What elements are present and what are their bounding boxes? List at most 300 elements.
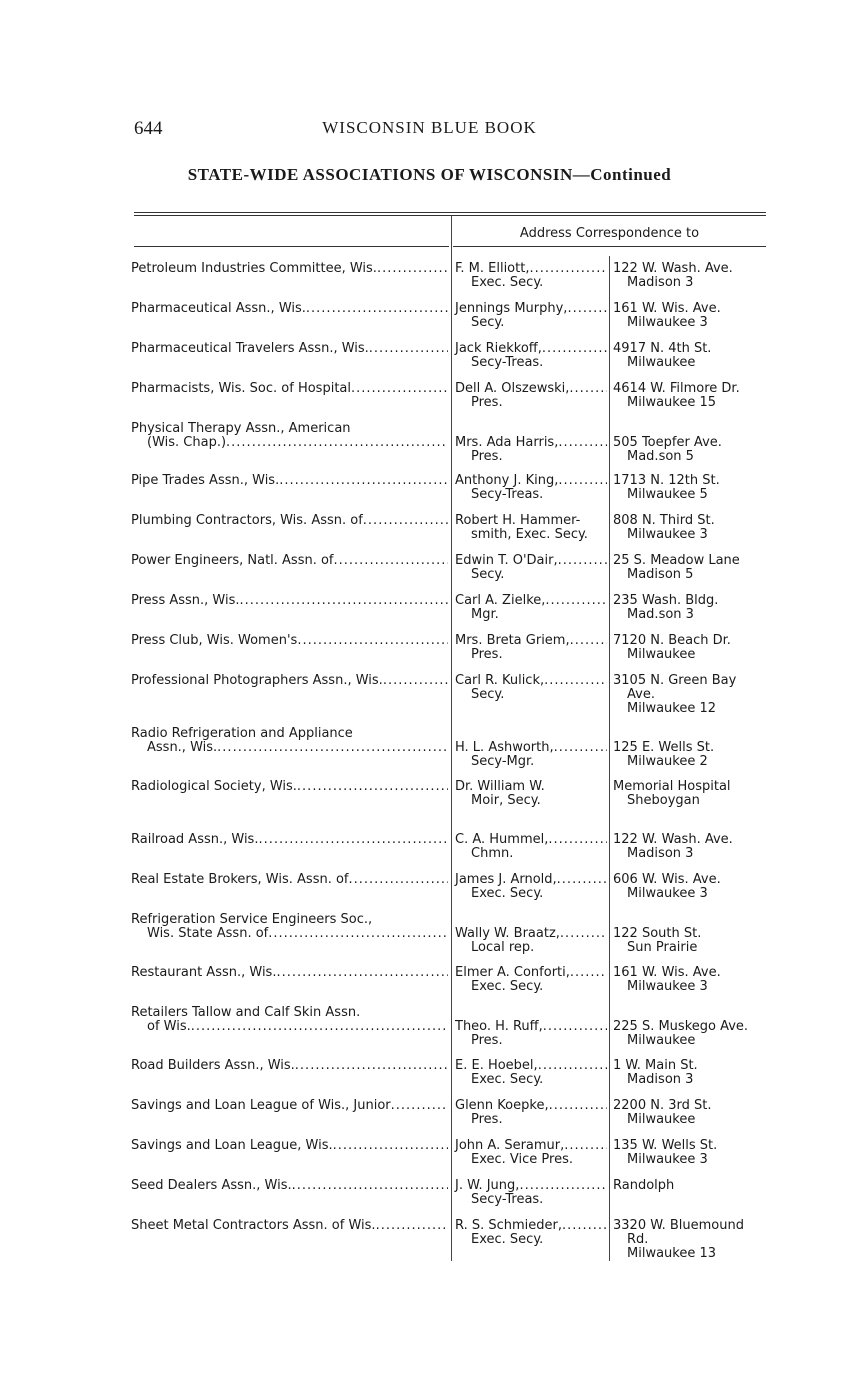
contact-person-text: Glenn Koepke, (455, 1098, 549, 1113)
contact-person-text: Wally W. Braatz, (455, 926, 560, 941)
contact-person-line (455, 436, 607, 450)
org-name (131, 342, 448, 356)
contact-person (455, 1020, 607, 1048)
mailing-address (613, 674, 773, 716)
mailing-address-line: Madison 5 (627, 567, 694, 582)
contact-person-text: Secy-Treas. (471, 355, 544, 370)
contact-person (455, 436, 607, 464)
contact-person-line (455, 276, 607, 290)
dot-leader (363, 514, 448, 528)
mailing-address-line: Milwaukee 3 (627, 527, 708, 542)
contact-person (455, 833, 607, 861)
contact-person-line (455, 927, 607, 941)
dot-leader (349, 873, 448, 887)
mailing-address-line: 161 W. Wis. Ave. (613, 301, 721, 316)
org-name-line (131, 913, 448, 927)
mailing-address-line: Milwaukee 2 (627, 754, 708, 769)
org-name-line (131, 674, 448, 688)
org-name-line (131, 1219, 448, 1233)
contact-person-text: Secy. (471, 687, 505, 702)
dot-leader (376, 1219, 448, 1233)
mailing-address-line: 235 Wash. Bldg. (613, 593, 719, 608)
mailing-address (613, 873, 773, 901)
org-name-text: Wis. State Assn. of (147, 926, 269, 941)
mailing-address-line: Mad.son 5 (627, 449, 694, 464)
org-name-text: Pipe Trades Assn., Wis. (131, 473, 280, 488)
dot-leader (570, 966, 607, 980)
org-name-text: Pharmaceutical Assn., Wis. (131, 301, 306, 316)
dot-leader (557, 873, 607, 887)
mailing-address (613, 436, 773, 464)
mailing-address-line: Milwaukee 13 (627, 1246, 717, 1261)
contact-person-text: Exec. Secy. (471, 886, 544, 901)
mailing-address (613, 302, 773, 330)
contact-person (455, 634, 607, 662)
mailing-address-line: 505 Toepfer Ave. (613, 435, 722, 450)
contact-person-line (455, 302, 607, 316)
contact-person-line (455, 980, 607, 994)
mailing-address (613, 262, 773, 290)
table-top-rule-double (134, 215, 766, 216)
dot-leader (558, 474, 607, 488)
contact-person-line (455, 1153, 607, 1167)
contact-person-line (455, 1034, 607, 1048)
contact-person-text: Pres. (471, 1112, 503, 1127)
contact-person (455, 780, 607, 808)
org-name (131, 727, 448, 755)
contact-person-line (455, 755, 607, 769)
contact-person-text: John A. Seramur, (455, 1138, 565, 1153)
contact-person-text: Edwin T. O'Dair, (455, 553, 558, 568)
dot-leader (562, 1219, 607, 1233)
contact-person (455, 966, 607, 994)
contact-person-line (455, 450, 607, 464)
contact-person-line (455, 1193, 607, 1207)
mailing-address-line: 808 N. Third St. (613, 513, 715, 528)
dot-leader (217, 741, 448, 755)
contact-person-line (455, 594, 607, 608)
contact-person-line (455, 528, 607, 542)
contact-person-text: F. M. Elliott, (455, 261, 530, 276)
org-name-line (131, 262, 448, 276)
org-name-text: Press Club, Wis. Women's (131, 633, 298, 648)
column-divider-left (451, 216, 452, 1261)
contact-person-line (455, 873, 607, 887)
org-name-text: Road Builders Assn., Wis. (131, 1058, 295, 1073)
org-name (131, 966, 448, 980)
contact-person-text: smith, Exec. Secy. (471, 527, 588, 542)
mailing-address-line: 25 S. Meadow Lane (613, 553, 740, 568)
contact-person-text: Mrs. Ada Harris, (455, 435, 559, 450)
org-name-line (131, 436, 448, 450)
org-name-text: Sheet Metal Contractors Assn. of Wis. (131, 1218, 376, 1233)
mailing-address-line: 4614 W. Filmore Dr. (613, 381, 740, 396)
mailing-address-line: Milwaukee 12 (627, 701, 717, 716)
mailing-address-line: Madison 3 (627, 846, 694, 861)
contact-person-text: Moir, Secy. (471, 793, 541, 808)
contact-person-text: Pres. (471, 1033, 503, 1048)
org-name-line (131, 474, 448, 488)
contact-person-line (455, 1139, 607, 1153)
org-name-line (131, 780, 448, 794)
org-name (131, 674, 448, 688)
org-name-line (131, 1099, 448, 1113)
org-name-line (131, 1139, 448, 1153)
mailing-address-line: 7120 N. Beach Dr. (613, 633, 731, 648)
mailing-address (613, 554, 773, 582)
org-name-line (131, 514, 448, 528)
org-name-text: Retailers Tallow and Calf Skin Assn. (131, 1005, 361, 1020)
contact-person (455, 1179, 607, 1207)
contact-person-text: Chmn. (471, 846, 514, 861)
dot-leader (545, 594, 607, 608)
dot-leader (558, 554, 607, 568)
contact-person (455, 873, 607, 901)
contact-person-text: J. W. Jung, (455, 1178, 520, 1193)
org-name (131, 422, 448, 450)
mailing-address-line: Milwaukee 3 (627, 315, 708, 330)
contact-person-text: Dell A. Olszewski, (455, 381, 570, 396)
org-name (131, 1219, 448, 1233)
contact-person-text: C. A. Hummel, (455, 832, 549, 847)
contact-person-text: Local rep. (471, 940, 535, 955)
mailing-address (613, 927, 773, 955)
mailing-address (613, 780, 773, 808)
contact-person-line (455, 847, 607, 861)
dot-leader (391, 1099, 448, 1113)
contact-person-text: Anthony J. King, (455, 473, 559, 488)
dot-leader (351, 382, 448, 396)
table-top-rule (134, 212, 766, 213)
contact-person-text: Exec. Secy. (471, 1072, 544, 1087)
mailing-address (613, 1139, 773, 1167)
org-name (131, 913, 448, 941)
contact-person-text: Elmer A. Conforti, (455, 965, 570, 980)
dot-leader (297, 780, 448, 794)
contact-person-text: Secy-Treas. (471, 1192, 544, 1207)
contact-person-text: Pres. (471, 449, 503, 464)
dot-leader (191, 1020, 448, 1034)
contact-person-text: Exec. Secy. (471, 1232, 544, 1247)
org-name-line (131, 1179, 448, 1193)
contact-person-text: Exec. Secy. (471, 275, 544, 290)
org-name-line (131, 873, 448, 887)
org-name (131, 1179, 448, 1193)
mailing-address (613, 1099, 773, 1127)
org-name (131, 262, 448, 276)
mailing-address-line: Milwaukee 5 (627, 487, 708, 502)
contact-person-text: Secy. (471, 567, 505, 582)
contact-person-text: Robert H. Hammer- (455, 513, 581, 528)
mailing-address-line: Sun Prairie (627, 940, 698, 955)
mailing-address (613, 474, 773, 502)
dot-leader (258, 833, 448, 847)
contact-person-text: Exec. Vice Pres. (471, 1152, 573, 1167)
contact-person-line (455, 1113, 607, 1127)
contact-person-text: Jack Riekkoff, (455, 341, 542, 356)
mailing-address-line: Sheboygan (627, 793, 700, 808)
org-name (131, 780, 448, 794)
contact-person-text: Pres. (471, 395, 503, 410)
mailing-address-line: 225 S. Muskego Ave. (613, 1019, 749, 1034)
contact-person-text: Secy-Mgr. (471, 754, 535, 769)
org-name-line (131, 302, 448, 316)
org-name (131, 594, 448, 608)
contact-person (455, 1219, 607, 1247)
dot-leader (226, 436, 448, 450)
org-name-text: Savings and Loan League, Wis. (131, 1138, 333, 1153)
dot-leader (377, 262, 448, 276)
mailing-address-line: Madison 3 (627, 1072, 694, 1087)
dot-leader (334, 554, 448, 568)
contact-person-line (455, 674, 607, 688)
contact-person (455, 342, 607, 370)
mailing-address-line: Milwaukee (627, 647, 696, 662)
mailing-address-line: Milwaukee 3 (627, 1152, 708, 1167)
mailing-address-line: 4917 N. 4th St. (613, 341, 712, 356)
dot-leader (544, 674, 607, 688)
org-name-line (131, 382, 448, 396)
mailing-address-line: Rd. (627, 1232, 649, 1247)
org-name (131, 514, 448, 528)
mailing-address-line: 122 W. Wash. Ave. (613, 261, 733, 276)
org-name-text: Power Engineers, Natl. Assn. of (131, 553, 334, 568)
running-head: WISCONSIN BLUE BOOK (322, 118, 537, 137)
dot-leader (306, 302, 448, 316)
contact-person-line (455, 741, 607, 755)
org-name-line (131, 1059, 448, 1073)
contact-person-text: R. S. Schmieder, (455, 1218, 562, 1233)
dot-leader (558, 436, 607, 450)
org-name-text: of Wis. (147, 1019, 191, 1034)
org-name-text: Plumbing Contractors, Wis. Assn. of (131, 513, 363, 528)
contact-person-line (455, 568, 607, 582)
contact-person (455, 594, 607, 622)
dot-leader (554, 741, 607, 755)
org-name (131, 302, 448, 316)
contact-person-text: H. L. Ashworth, (455, 740, 554, 755)
mailing-address-line: 122 W. Wash. Ave. (613, 832, 733, 847)
dot-leader (564, 1139, 607, 1153)
mailing-address-line: 1 W. Main St. (613, 1058, 698, 1073)
contact-person-line (455, 1059, 607, 1073)
mailing-address-line: Milwaukee (627, 1112, 696, 1127)
mailing-address-line: 161 W. Wis. Ave. (613, 965, 721, 980)
contact-person-line (455, 316, 607, 330)
org-name-text: Assn., Wis. (147, 740, 218, 755)
mailing-address (613, 741, 773, 769)
contact-person-line (455, 634, 607, 648)
org-name-text: Press Assn., Wis. (131, 593, 240, 608)
contact-person-text: Carl A. Zielke, (455, 593, 546, 608)
page-title: STATE-WIDE ASSOCIATIONS OF WISCONSIN—Continued (187, 165, 672, 184)
contact-person-line (455, 833, 607, 847)
mailing-address-line: Milwaukee (627, 355, 696, 370)
dot-leader (383, 674, 448, 688)
mailing-address (613, 966, 773, 994)
mailing-address-line: Milwaukee 3 (627, 979, 708, 994)
page-number: 644 (134, 118, 163, 139)
contact-person-text: Mrs. Breta Griem, (455, 633, 570, 648)
contact-person (455, 514, 607, 542)
org-name-text: Petroleum Industries Committee, Wis. (131, 261, 377, 276)
column-header: Address Correspondence to (519, 226, 700, 241)
org-name-line (131, 833, 448, 847)
contact-person (455, 741, 607, 769)
dot-leader (268, 927, 448, 941)
mailing-address-line: 135 W. Wells St. (613, 1138, 718, 1153)
contact-person-line (455, 382, 607, 396)
mailing-address (613, 634, 773, 662)
contact-person-line (455, 1219, 607, 1233)
dot-leader (548, 833, 607, 847)
org-name-text: Physical Therapy Assn., American (131, 421, 351, 436)
dot-leader (279, 474, 448, 488)
contact-person-text: E. E. Hoebel, (455, 1058, 538, 1073)
org-name-text: Savings and Loan League of Wis., Junior (131, 1098, 391, 1113)
org-name-text: (Wis. Chap.) (147, 435, 227, 450)
mailing-address (613, 594, 773, 622)
mailing-address-line: 1713 N. 12th St. (613, 473, 720, 488)
column-divider-right (609, 256, 610, 1261)
org-name (131, 474, 448, 488)
contact-person-text: Theo. H. Ruff, (455, 1019, 543, 1034)
dot-leader (569, 382, 607, 396)
mailing-address-line: Madison 3 (627, 275, 694, 290)
contact-person (455, 927, 607, 955)
dot-leader (543, 1020, 607, 1034)
contact-person-text: James J. Arnold, (455, 872, 557, 887)
contact-person (455, 1099, 607, 1127)
contact-person-text: Dr. William W. (455, 779, 545, 794)
org-name (131, 873, 448, 887)
contact-person-line (455, 941, 607, 955)
org-name (131, 634, 448, 648)
dot-leader (570, 634, 607, 648)
contact-person (455, 474, 607, 502)
contact-person-line (455, 1233, 607, 1247)
org-name-text: Radio Refrigeration and Appliance (131, 726, 353, 741)
contact-person-line (455, 488, 607, 502)
mailing-address (613, 1219, 773, 1261)
contact-person-text: Secy. (471, 315, 505, 330)
mailing-address (613, 833, 773, 861)
contact-person-line (455, 794, 607, 808)
org-name-text: Seed Dealers Assn., Wis. (131, 1178, 292, 1193)
org-name-text: Pharmaceutical Travelers Assn., Wis. (131, 341, 369, 356)
contact-person-text: Pres. (471, 647, 503, 662)
dot-leader (549, 1099, 607, 1113)
mailing-address-line: Memorial Hospital (613, 779, 731, 794)
contact-person-line (455, 1073, 607, 1087)
contact-person-line (455, 1179, 607, 1193)
org-name-line (131, 634, 448, 648)
org-name (131, 1099, 448, 1113)
dot-leader (292, 1179, 448, 1193)
mailing-address-line: 3105 N. Green Bay (613, 673, 737, 688)
contact-person (455, 382, 607, 410)
contact-person-text: Jennings Murphy, (455, 301, 568, 316)
dot-leader (297, 634, 448, 648)
contact-person-line (455, 780, 607, 794)
contact-person-line (455, 396, 607, 410)
org-name (131, 1006, 448, 1034)
contact-person-line (455, 648, 607, 662)
dot-leader (519, 1179, 607, 1193)
org-name-text: Railroad Assn., Wis. (131, 832, 259, 847)
mailing-address-line: Milwaukee 15 (627, 395, 717, 410)
contact-person-text: Mgr. (471, 607, 499, 622)
org-name-line (131, 554, 448, 568)
org-name-text: Real Estate Brokers, Wis. Assn. of (131, 872, 349, 887)
dot-leader (567, 302, 607, 316)
contact-person-line (455, 1099, 607, 1113)
dot-leader (276, 966, 448, 980)
org-name-line (131, 741, 448, 755)
contact-person-line (455, 474, 607, 488)
org-name-line (131, 927, 448, 941)
org-name-text: Pharmacists, Wis. Soc. of Hospital (131, 381, 351, 396)
org-name-line (131, 727, 448, 741)
contact-person (455, 302, 607, 330)
contact-person-line (455, 688, 607, 702)
mailing-address (613, 1179, 773, 1193)
contact-person (455, 554, 607, 582)
mailing-address (613, 1059, 773, 1087)
mailing-address-line: 3320 W. Bluemound (613, 1218, 744, 1233)
org-name-text: Professional Photographers Assn., Wis. (131, 673, 383, 688)
org-name-line (131, 1006, 448, 1020)
mailing-address-line: Ave. (627, 687, 655, 702)
dot-leader (542, 342, 607, 356)
org-name-text: Restaurant Assn., Wis. (131, 965, 277, 980)
contact-person-line (455, 356, 607, 370)
dot-leader (369, 342, 448, 356)
contact-person (455, 1059, 607, 1087)
mailing-address-line: 122 South St. (613, 926, 702, 941)
mailing-address (613, 342, 773, 370)
contact-person-line (455, 887, 607, 901)
contact-person-text: Carl R. Kulick, (455, 673, 545, 688)
org-name-text: Refrigeration Service Engineers Soc., (131, 912, 373, 927)
address-header-rule (453, 246, 766, 247)
mailing-address (613, 1020, 773, 1048)
contact-person-line (455, 1020, 607, 1034)
mailing-address (613, 514, 773, 542)
org-name-text: Radiological Society, Wis. (131, 779, 297, 794)
mailing-address-line: Milwaukee (627, 1033, 696, 1048)
org-name-line (131, 342, 448, 356)
org-name (131, 382, 448, 396)
dot-leader (529, 262, 607, 276)
dot-leader (538, 1059, 607, 1073)
dot-leader (560, 927, 607, 941)
contact-person (455, 674, 607, 702)
dot-leader (295, 1059, 448, 1073)
contact-person-line (455, 966, 607, 980)
mailing-address-line: 125 E. Wells St. (613, 740, 715, 755)
contact-person-line (455, 342, 607, 356)
org-name (131, 1059, 448, 1073)
contact-person-line (455, 608, 607, 622)
mailing-address-line: 606 W. Wis. Ave. (613, 872, 721, 887)
org-name-line (131, 422, 448, 436)
org-name (131, 554, 448, 568)
mailing-address-line: Mad.son 3 (627, 607, 694, 622)
contact-person (455, 1139, 607, 1167)
dot-leader (240, 594, 448, 608)
org-name-line (131, 1020, 448, 1034)
